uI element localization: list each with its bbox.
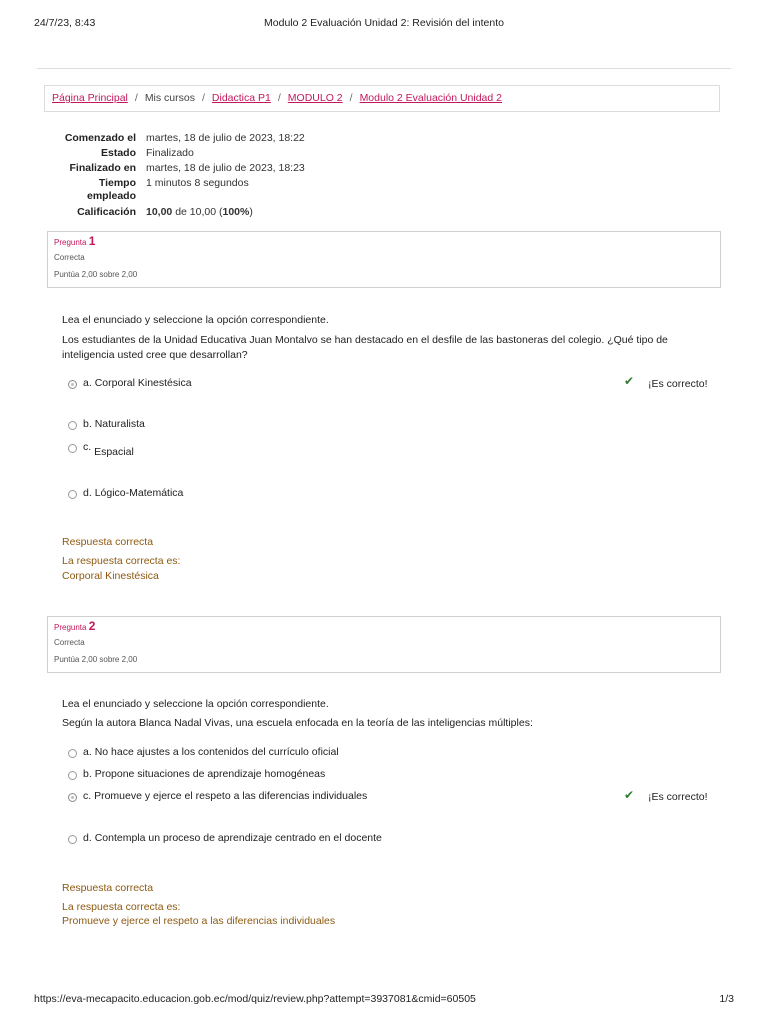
radio-icon[interactable] bbox=[68, 749, 77, 758]
answer-option[interactable] bbox=[68, 377, 192, 389]
radio-icon[interactable] bbox=[68, 421, 77, 430]
question-text: Los estudiantes de la Unidad Educativa Juan Montalvo se han destacado en el desfile de las bastoneras del colegio. ¿Qué tipo de inteligencia usted cree que desarrollan? bbox=[62, 334, 668, 361]
option-text: Contempla un proceso de aprendizaje centrado en el docente bbox=[94, 832, 382, 844]
summary-row-started bbox=[44, 131, 644, 146]
summary-label: Calificación bbox=[77, 206, 136, 218]
option-letter: a. bbox=[83, 746, 92, 758]
summary-row-state bbox=[44, 146, 644, 161]
option-text: Promueve y ejerce el respeto a las diferencias individuales bbox=[94, 790, 368, 802]
option-letter: b. bbox=[83, 768, 92, 780]
correct-message: ¡Es correcto! bbox=[648, 378, 708, 390]
breadcrumb-separator: / bbox=[277, 92, 281, 104]
question-status: Correcta bbox=[54, 253, 85, 262]
summary-label: Estado bbox=[100, 147, 136, 159]
divider bbox=[37, 68, 731, 69]
question-label: Pregunta bbox=[54, 623, 87, 632]
option-letter: a. bbox=[83, 377, 92, 389]
answer-option[interactable] bbox=[68, 418, 145, 430]
grade-score: 10,00 bbox=[146, 206, 173, 218]
option-text: Espacial bbox=[94, 446, 134, 458]
attempt-summary bbox=[44, 131, 644, 220]
print-page-number: 1/3 bbox=[719, 993, 734, 1005]
print-footer bbox=[34, 993, 734, 1007]
feedback-lead: La respuesta correcta es: bbox=[62, 901, 181, 913]
question-points: Puntúa 2,00 sobre 2,00 bbox=[54, 270, 138, 279]
option-text: Naturalista bbox=[94, 418, 145, 430]
breadcrumb-my-courses: Mis cursos bbox=[144, 92, 195, 104]
question-instruction: Lea el enunciado y seleccione la opción correspondiente. bbox=[62, 314, 329, 326]
question-info bbox=[47, 616, 721, 673]
radio-icon[interactable] bbox=[68, 835, 77, 844]
question-number bbox=[54, 235, 714, 249]
question-number-value: 2 bbox=[88, 619, 96, 633]
check-icon: ✔ bbox=[624, 788, 635, 802]
print-url: https://eva-mecapacito.educacion.gob.ec/mod/quiz/review.php?attempt=3937081&cmid=60505 bbox=[34, 993, 476, 1005]
summary-row-time bbox=[44, 176, 644, 203]
summary-value bbox=[146, 205, 253, 220]
summary-row-grade bbox=[44, 205, 644, 220]
feedback-lead: La respuesta correcta es: bbox=[62, 555, 181, 567]
print-datetime: 24/7/23, 8:43 bbox=[34, 17, 96, 29]
option-text: Corporal Kinestésica bbox=[94, 377, 192, 389]
summary-row-finished bbox=[44, 161, 644, 176]
option-letter: d. bbox=[83, 832, 92, 844]
summary-value: 1 minutos 8 segundos bbox=[146, 177, 249, 189]
summary-value: martes, 18 de julio de 2023, 18:22 bbox=[146, 132, 305, 144]
correct-message: ¡Es correcto! bbox=[648, 791, 708, 803]
option-text: No hace ajustes a los contenidos del currículo oficial bbox=[94, 746, 339, 758]
question-points: Puntúa 2,00 sobre 2,00 bbox=[54, 655, 138, 664]
breadcrumb-module[interactable]: MODULO 2 bbox=[287, 92, 343, 104]
option-letter: d. bbox=[83, 487, 92, 499]
question-label: Pregunta bbox=[54, 238, 87, 247]
summary-value: martes, 18 de julio de 2023, 18:23 bbox=[146, 162, 305, 174]
question-instruction: Lea el enunciado y seleccione la opción correspondiente. bbox=[62, 698, 329, 710]
radio-icon[interactable] bbox=[68, 380, 77, 389]
option-text: Lógico-Matemática bbox=[94, 487, 184, 499]
question-text: Según la autora Blanca Nadal Vivas, una escuela enfocada en la teoría de las inteligencias múltiples: bbox=[62, 717, 533, 729]
radio-icon[interactable] bbox=[68, 793, 77, 802]
breadcrumb-quiz[interactable]: Modulo 2 Evaluación Unidad 2 bbox=[359, 92, 502, 104]
question-info bbox=[47, 231, 721, 288]
answer-option[interactable] bbox=[68, 790, 367, 802]
grade-percent: 100% bbox=[222, 206, 250, 218]
breadcrumb-separator: / bbox=[134, 92, 138, 104]
grade-middle: de 10,00 ( bbox=[172, 206, 223, 218]
breadcrumb-course[interactable]: Didactica P1 bbox=[211, 92, 271, 104]
feedback-answer: Corporal Kinestésica bbox=[62, 570, 159, 582]
question-number-value: 1 bbox=[88, 234, 96, 248]
breadcrumb bbox=[44, 85, 720, 112]
answer-option[interactable] bbox=[68, 746, 339, 758]
breadcrumb-separator: / bbox=[202, 92, 205, 104]
radio-icon[interactable] bbox=[68, 444, 77, 453]
feedback-title: Respuesta correcta bbox=[62, 536, 154, 548]
summary-label bbox=[44, 177, 146, 203]
option-letter: c. bbox=[83, 441, 92, 453]
radio-icon[interactable] bbox=[68, 771, 77, 780]
option-letter: c. bbox=[83, 790, 92, 802]
option-letter: b. bbox=[83, 418, 92, 430]
summary-label: Finalizado en bbox=[69, 162, 136, 174]
breadcrumb-home[interactable]: Página Principal bbox=[52, 92, 128, 104]
grade-end: ) bbox=[249, 206, 253, 218]
summary-value: Finalizado bbox=[146, 147, 194, 159]
radio-icon[interactable] bbox=[68, 490, 77, 499]
summary-label-line: empleado bbox=[86, 190, 136, 202]
answer-option[interactable] bbox=[68, 768, 325, 780]
question-status: Correcta bbox=[54, 638, 85, 647]
answer-option[interactable] bbox=[68, 832, 382, 844]
check-icon: ✔ bbox=[624, 374, 635, 388]
feedback-answer: Promueve y ejerce el respeto a las diferencias individuales bbox=[62, 915, 336, 927]
answer-option[interactable] bbox=[68, 487, 183, 499]
print-header bbox=[34, 17, 734, 31]
print-page-title: Modulo 2 Evaluación Unidad 2: Revisión del intento bbox=[264, 17, 504, 29]
answer-option[interactable] bbox=[68, 441, 134, 458]
feedback-title: Respuesta correcta bbox=[62, 882, 154, 894]
breadcrumb-separator: / bbox=[349, 92, 353, 104]
summary-label: Comenzado el bbox=[64, 132, 136, 144]
summary-label-line: Tiempo bbox=[98, 177, 136, 189]
option-text: Propone situaciones de aprendizaje homogéneas bbox=[94, 768, 326, 780]
question-number bbox=[54, 620, 714, 634]
